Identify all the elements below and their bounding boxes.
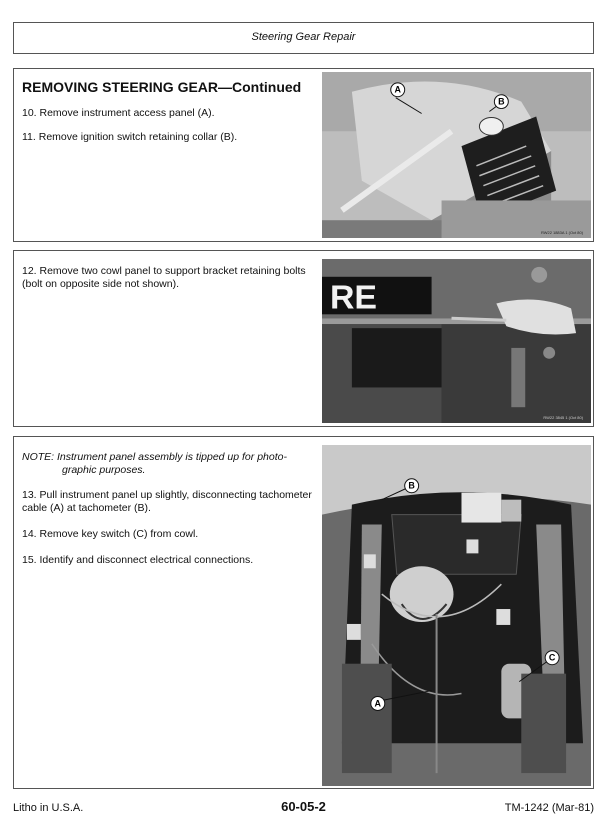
- photo-cowl-panel: [322, 259, 591, 423]
- section-title: REMOVING STEERING GEAR—Continued: [22, 79, 302, 95]
- callout-b: B: [408, 480, 415, 491]
- photo-instrument-access-panel: [322, 72, 591, 238]
- step-12: 12. Remove two cowl panel to support bracket retaining bolts (bolt on opposite side not shown).: [22, 265, 306, 290]
- callout-a: A: [374, 698, 382, 709]
- photo-1-illustration: [322, 72, 591, 238]
- header-title: Steering Gear Repair: [251, 31, 356, 43]
- manual-id: TM-1242 (Mar-81): [504, 802, 594, 814]
- photo-2-illustration: [322, 259, 591, 423]
- photo-caption: RW22 1883A 1 (Oct 80): [540, 230, 584, 236]
- photo-instrument-panel-wiring: [322, 445, 591, 786]
- step-11: 11. Remove ignition switch retaining collar (B).: [22, 131, 238, 143]
- step-14: 14. Remove key switch (C) from cowl.: [22, 528, 199, 540]
- page-footer: [13, 799, 594, 815]
- section-instrument-panel: [13, 436, 594, 789]
- callout-c: C: [548, 652, 556, 663]
- page-number: 60-05-2: [281, 799, 326, 814]
- note-line-1: NOTE: Instrument panel assembly is tipped up for photo-: [22, 451, 287, 463]
- callout-b: B: [498, 96, 505, 107]
- step-13: 13. Pull instrument panel up slightly, disconnecting tachometer cable (A) at tachometer (B).: [22, 489, 312, 514]
- section-cowl-panel-bolts: [13, 250, 594, 427]
- footer-printer: Litho in U.S.A.: [13, 802, 84, 814]
- page-header: [13, 22, 594, 54]
- step-15: 15. Identify and disconnect electrical connections.: [22, 554, 254, 566]
- note: [22, 451, 312, 477]
- note-line-2: graphic purposes.: [62, 464, 146, 476]
- photo-decal-text: RE: [329, 278, 378, 317]
- photo-3-illustration: [322, 445, 591, 786]
- photo-caption: RW22 3845 1 (Oct 80): [543, 415, 584, 421]
- callout-a: A: [394, 84, 401, 95]
- step-10: 10. Remove instrument access panel (A).: [22, 107, 215, 119]
- section-removing-steering-gear: [13, 68, 594, 242]
